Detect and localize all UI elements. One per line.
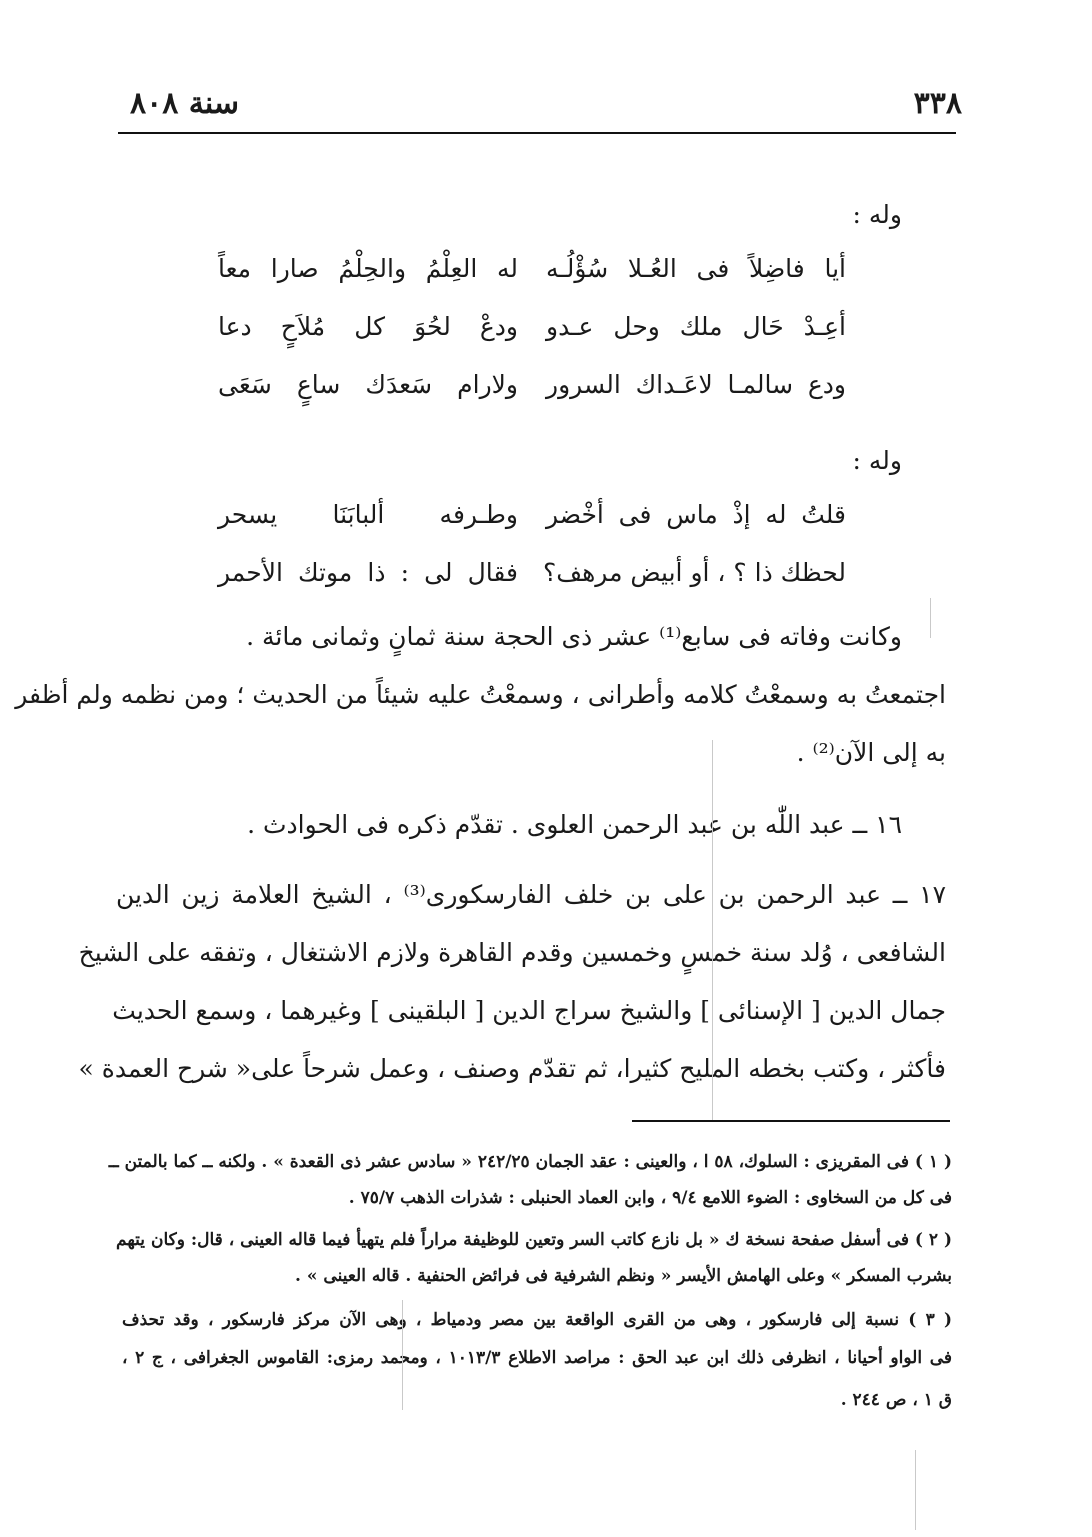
- poem1-line1-second-hemistich: له العِلْمُ والحِلْمُ صارا معاً: [218, 254, 518, 283]
- paragraph-line: به إلى الآن⁽²⁾ .: [796, 738, 946, 767]
- paragraph-line: اجتمعتُ به وسمعْتُ كلامه وأطرانى ، وسمعْتُ عليه شيئاً من الحديث ؛ ومن نظمه ولم أظفر: [15, 680, 946, 709]
- footnote-3-line: فى الواو أحيانا ، انظرفى ذلك ابن عبد الحق : مراصد الاطلاع ١٠١٣/٣ ، ومحمد رمزى: القاموس الجغرافى ، ج ٢ ،: [122, 1348, 952, 1368]
- poem1-line3-second-hemistich: ولارام سَعدَك ساعٍ سَعَى: [218, 370, 518, 399]
- footnote-1-line: فى كل من السخاوى : الضوء اللامع ٩/٤ ، وابن العماد الحنبلى : شذرات الذهب ٧٥/٧ .: [348, 1188, 952, 1208]
- footnote-2-line: بشرب المسكر » وعلى الهامش الأيسر « ونظم الشرفية فى فرائض الحنفية . قاله العينى » .: [295, 1266, 952, 1286]
- entry-17-line: ١٧ ــ عبد الرحمن بن على بن خلف الفارسكورى⁽³⁾ ، الشيخ العلامة زين الدين: [116, 880, 946, 909]
- death-date-line: وكانت وفاته فى سابع⁽¹⁾ عشر ذى الحجة سنة ثمانٍ وثمانى مائة .: [246, 622, 902, 651]
- running-head-year: سنة ٨٠٨: [130, 86, 240, 121]
- scan-artifact: [915, 1450, 916, 1530]
- poem2-line2-first-hemistich: لحظك ذا ؟ ، أو أبيض مرهف؟: [542, 558, 846, 587]
- entry-17-line: فأكثر ، وكتب بخطه المليح كثيرا، ثم تقدّم وصنف ، وعمل شرحاً على« شرح العمدة »: [78, 1054, 946, 1083]
- scan-artifact: [930, 598, 931, 638]
- poem1-intro: وله :: [852, 200, 902, 229]
- poem1-line1-first-hemistich: أيا فاضِلاً فى العُـلا سُؤْلُـه: [546, 254, 846, 283]
- poem1-line2-second-hemistich: ودعْ لحُوَ كل مُلاَحٍ دعا: [218, 312, 518, 341]
- poem2-intro: وله :: [852, 446, 902, 475]
- poem1-line2-first-hemistich: أعِـدْ حَال ملك وحل عـدو: [546, 312, 846, 341]
- footnote-3-line: ( ٣ ) نسبة إلى فارسكور ، وهى من القرى الواقعة بين مصر ودمياط ، وهى الآن مركز فارسكور ، وقد تحذف: [122, 1310, 952, 1330]
- entry-17-line: جمال الدين [ الإسنائى ] والشيخ سراج الدين [ البلقينى ] وغيرهما ، وسمع الحديث: [112, 996, 946, 1025]
- poem2-line1-second-hemistich: وطـرفه ألبابَنَا يسحر: [218, 500, 518, 529]
- page-number: ٣٣٨: [913, 86, 962, 121]
- entry-16: ١٦ ــ عبد اللّٰه بن عبد الرحمن العلوى . تقدّم ذكره فى الحوادث .: [247, 810, 902, 839]
- poem1-line3-first-hemistich: ودع سالمـا لاعَـداك السرور: [546, 370, 846, 399]
- poem2-line2-second-hemistich: فقال لى : ذا موتك الأحمر: [218, 558, 518, 587]
- header-rule: [118, 132, 956, 134]
- entry-17-line: الشافعى ، وُلد سنة خمسٍ وخمسين وقدم القاهرة ولازم الاشتغال ، وتفقه على الشيخ: [78, 938, 946, 967]
- footnote-3-line: ق ١ ، ص ٢٤٤ .: [840, 1390, 952, 1410]
- footnote-separator: [632, 1120, 950, 1122]
- poem2-line1-first-hemistich: قلتُ له إذْ ماس فى أخْضر: [546, 500, 846, 529]
- footnote-1-line: ( ١ ) فى المقريزى : السلوك، ٥٨ ا ، والعينى : عقد الجمان ٢٤٢/٢٥ « سادس عشر ذى القعدة » . ولكنه ــ كما بالمتن ــ: [108, 1152, 952, 1172]
- scan-artifact: [712, 740, 713, 1120]
- footnote-2-line: ( ٢ ) فى أسفل صفحة نسخة ك « بل نازع كاتب السر وتعين للوظيفة مراراً فلم يتهيأ فيما قاله العينى ، قال: وكان يتهم: [116, 1230, 952, 1250]
- scan-artifact: [402, 1300, 403, 1410]
